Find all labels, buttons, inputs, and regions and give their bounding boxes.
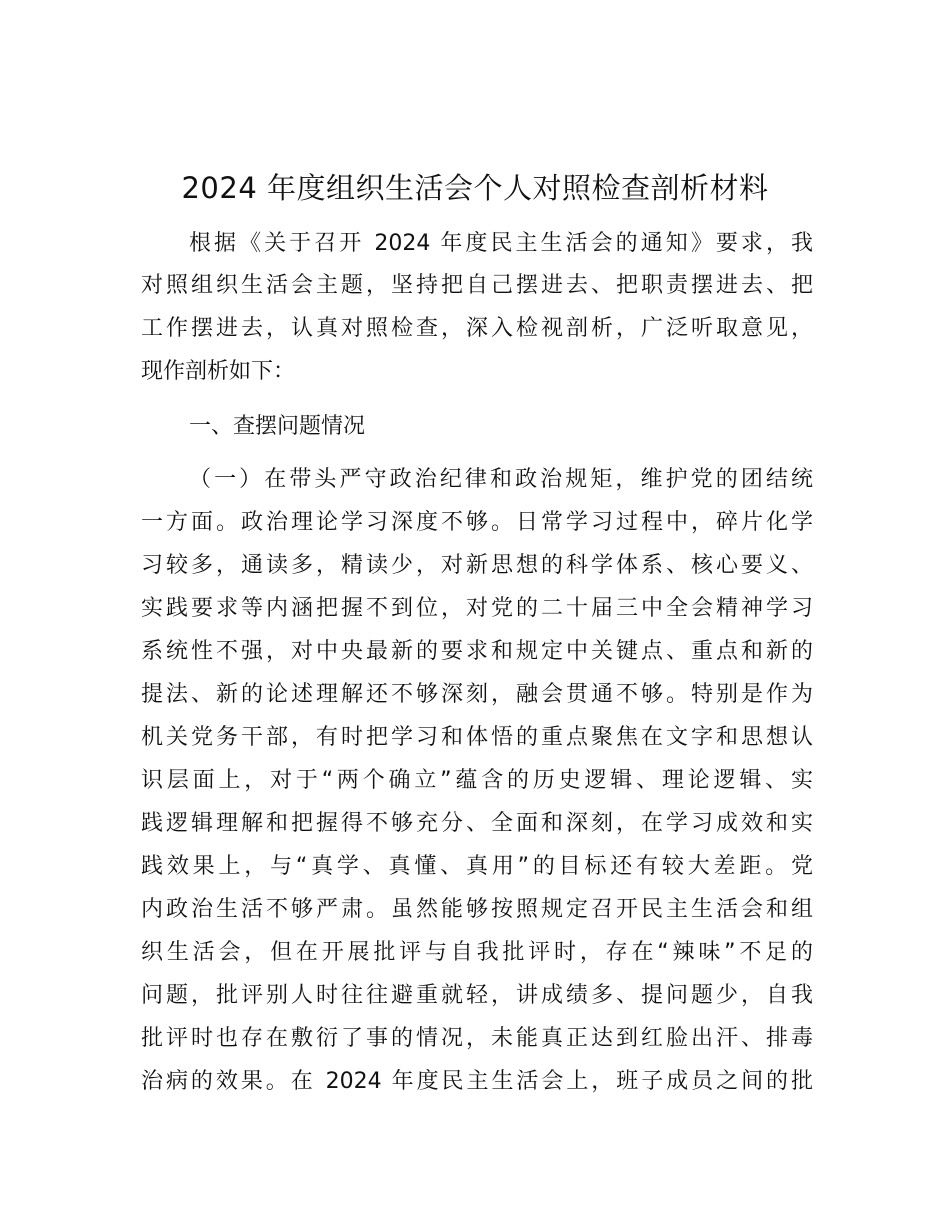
document-title: 2024 年度组织生活会个人对照检查剖析材料 [181, 171, 769, 205]
body-line: （一）在带头严守政治纪律和政治规矩，维护党的团结统 [189, 467, 813, 492]
body-line: 系统性不强，对中央最新的要求和规定中关键点、重点和新的 [141, 639, 813, 664]
body-line: 实践要求等内涵把握不到位，对党的二十届三中全会精神学习 [141, 596, 813, 621]
intro-line: 现作剖析如下： [141, 359, 296, 384]
body-line: 践逻辑理解和把握得不够充分、全面和深刻，在学习成效和实 [141, 811, 813, 836]
body-line: 治病的效果。在 2024 年度民主生活会上，班子成员之间的批 [141, 1069, 813, 1094]
body-line: 习较多，通读多，精读少，对新思想的科学体系、核心要义、 [141, 553, 813, 578]
section-heading: 一、查摆问题情况 [189, 414, 366, 439]
body-line: 内政治生活不够严肃。虽然能够按照规定召开民主生活会和组 [141, 897, 813, 922]
body-line: 一方面。政治理论学习深度不够。日常学习过程中，碎片化学 [141, 510, 813, 535]
body-line: 问题，批评别人时往往避重就轻，讲成绩多、提问题少，自我 [141, 983, 813, 1008]
body-line: 机关党务干部，有时把学习和体悟的重点聚焦在文字和思想认 [141, 725, 813, 750]
intro-line: 根据《关于召开 2024 年度民主生活会的通知》要求，我 [189, 231, 813, 256]
body-line: 识层面上，对于“两个确立”蕴含的历史逻辑、理论逻辑、实 [141, 768, 813, 793]
intro-line: 对照组织生活会主题，坚持把自己摆进去、把职责摆进去、把 [141, 273, 813, 298]
body-line: 织生活会，但在开展批评与自我批评时，存在“辣味”不足的 [141, 940, 813, 965]
body-line: 批评时也存在敷衍了事的情况，未能真正达到红脸出汗、排毒 [141, 1026, 813, 1051]
body-line: 提法、新的论述理解还不够深刻，融会贯通不够。特别是作为 [141, 682, 813, 707]
body-line: 践效果上，与“真学、真懂、真用”的目标还有较大差距。党 [141, 854, 813, 879]
intro-line: 工作摆进去，认真对照检查，深入检视剖析，广泛听取意见， [141, 316, 813, 341]
